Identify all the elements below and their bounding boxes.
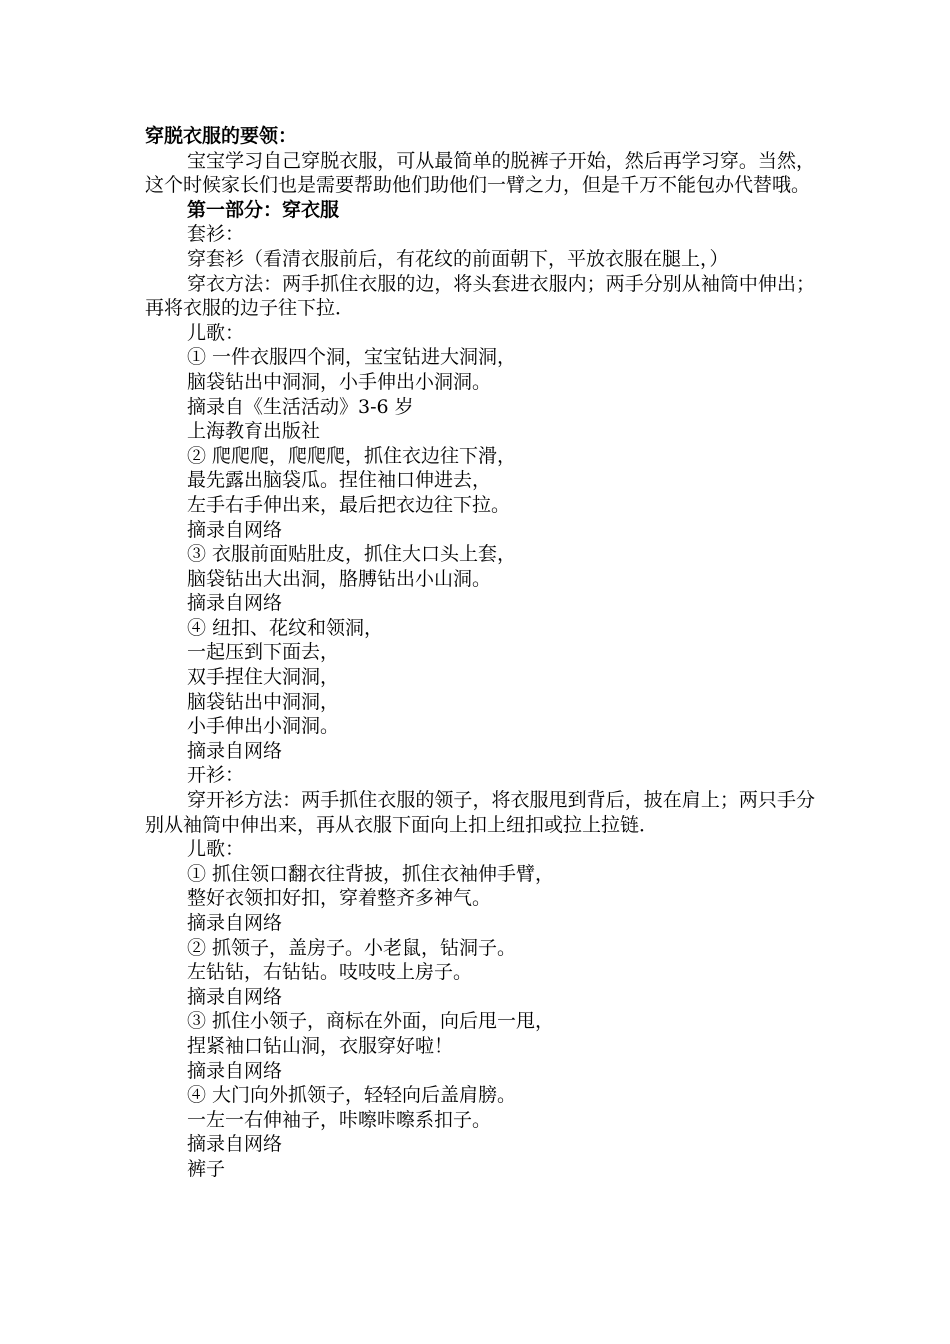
song-source: 上海教育出版社 <box>187 420 321 443</box>
cardigan-label: 开衫： <box>187 764 245 787</box>
cardigan-method: 穿开衫方法：两手抓住衣服的领子，将衣服甩到背后，披在肩上；两只手分别从袖筒中伸出来，再从衣服下面向上扣上纽扣或拉上拉链． <box>145 789 815 836</box>
document-heading: 穿脱衣服的要领： <box>145 125 298 147</box>
pullover-songs-label: 儿歌： <box>187 321 245 344</box>
song-line: 一起压到下面去， <box>187 641 340 664</box>
song-line: ① 一件衣服四个洞，宝宝钻进大洞洞， <box>187 346 517 369</box>
song-source: 摘录自网络 <box>187 912 283 934</box>
song-line: 整好衣领扣好扣，穿着整齐多神气。 <box>187 887 492 910</box>
intro-paragraph: 宝宝学习自己穿脱衣服，可从最简单的脱裤子开始，然后再学习穿。当然，这个时候家长们也是需要帮助他们助他们一臂之力，但是千万不能包办代替哦。 <box>145 149 815 197</box>
song-line: 脑袋钻出大出洞，胳膊钻出小山洞。 <box>187 567 492 590</box>
song-line: ③ 抓住小领子，商标在外面，向后甩一甩， <box>187 1010 555 1033</box>
part1-title: 第一部分：穿衣服 <box>187 198 340 221</box>
song-line: ① 抓住领口翻衣往背披，抓住衣袖伸手臂， <box>187 862 555 885</box>
song-line: 一左一右伸袖子，咔嚓咔嚓系扣子。 <box>187 1108 492 1131</box>
song-source: 摘录自网络 <box>187 518 283 541</box>
song-source: 摘录自网络 <box>187 985 283 1008</box>
pullover-label: 套衫： <box>187 223 245 246</box>
cardigan-songs-label: 儿歌： <box>187 838 245 861</box>
pullover-prep: 穿套衫（看清衣服前后，有花纹的前面朝下，平放衣服在腿上，） <box>187 247 729 270</box>
song-line: 双手捏住大洞洞， <box>187 666 340 689</box>
song-line: 捏紧袖口钻山洞，衣服穿好啦！ <box>187 1034 454 1057</box>
document-body <box>145 124 815 1182</box>
song-source: 摘录自网络 <box>187 1059 283 1082</box>
song-source: 摘录自《生活活动》3-6 岁 <box>187 395 414 418</box>
song-line: 最先露出脑袋瓜。捏住袖口伸进去， <box>187 469 492 492</box>
song-line: ④ 大门向外抓领子，轻轻向后盖肩膀。 <box>187 1084 517 1107</box>
song-line: 小手伸出小洞洞。 <box>187 715 340 738</box>
song-line: ④ 纽扣、花纹和领洞， <box>187 616 384 639</box>
pullover-method: 穿衣方法：两手抓住衣服的边，将头套进衣服内；两手分别从袖筒中伸出；再将衣服的边子往下拉． <box>145 272 815 320</box>
song-line: ③ 衣服前面贴肚皮，抓住大口头上套， <box>187 543 517 566</box>
song-line: 脑袋钻出中洞洞， <box>187 690 340 713</box>
song-source: 摘录自网络 <box>187 1133 283 1156</box>
song-source: 摘录自网络 <box>187 592 283 615</box>
trousers-label: 裤子 <box>187 1157 226 1180</box>
song-line: ② 爬爬爬，爬爬爬，抓住衣边往下滑， <box>187 444 517 467</box>
song-line: ② 抓领子，盖房子。小老鼠，钻洞子。 <box>187 936 517 959</box>
song-line: 脑袋钻出中洞洞，小手伸出小洞洞。 <box>187 370 492 393</box>
song-line: 左手右手伸出来，最后把衣边往下拉。 <box>187 493 511 516</box>
song-line: 左钻钻，右钻钻。吱吱吱上房子。 <box>187 961 473 984</box>
song-source: 摘录自网络 <box>187 739 283 762</box>
